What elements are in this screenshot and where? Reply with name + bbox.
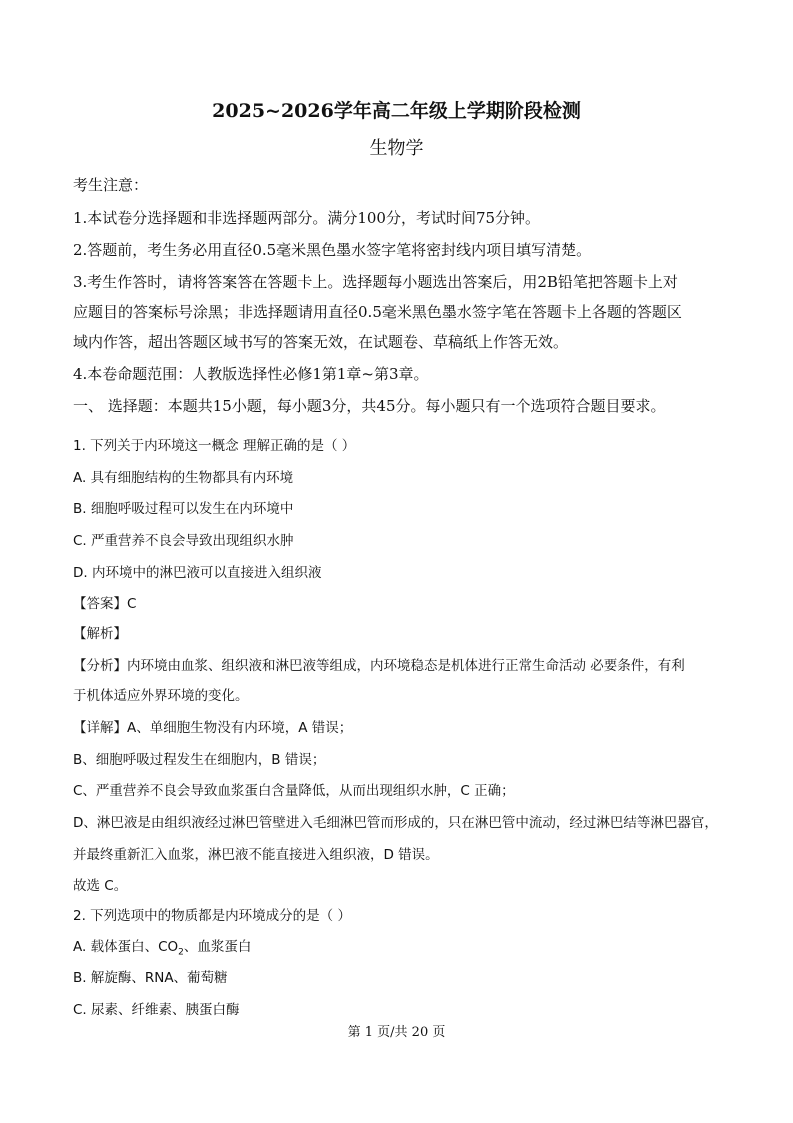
section-heading: 一、 选择题：本题共15小题，每小题3分，共45分。每小题只有一个选项符合题目要求。 [73, 397, 666, 415]
option-b: B. 解旋酶、RNA、葡萄糖 [73, 970, 228, 986]
notice-item: 1.本试卷分选择题和非选择题两部分。满分100分，考试时间75分钟。 [73, 209, 541, 227]
answer: 【答案】C [73, 596, 137, 612]
analysis-line: D、淋巴液是由组织液经过淋巴管壁进入毛细淋巴管而形成的，只在淋巴管中流动，经过淋巴结等淋巴器官， [73, 815, 718, 831]
option-a: A. 具有细胞结构的生物都具有内环境 [73, 470, 294, 486]
analysis-line: 于机体适应外界环境的变化。 [73, 688, 249, 704]
analysis-line: C、严重营养不良会导致血浆蛋白含量降低，从而出现组织水肿，C 正确； [73, 783, 515, 799]
question-stem: 2. 下列选项中的物质都是内环境成分的是（ ） [73, 908, 351, 924]
option-a: A. 载体蛋白、$CO_2$、血浆蛋白 [73, 939, 252, 958]
notice-item: 4.本卷命题范围：人教版选择性必修1第1章~第3章。 [73, 365, 429, 383]
page-number: 第 1 页/共 20 页 [347, 1025, 446, 1040]
analysis-label: 【解析】 [73, 626, 127, 642]
notice-item: 域内作答，超出答题区域书写的答案无效，在试题卷、草稿纸上作答无效。 [73, 333, 569, 351]
analysis-line: 【分析】内环境由血浆、组织液和淋巴液等组成，内环境稳态是机体进行正常生命活动 必要条件，有利 [73, 658, 685, 674]
notice-item: 应题目的答案标号涂黑；非选择题请用直径0.5毫米黑色墨水签字笔在答题卡上各题的答题区 [73, 303, 682, 321]
exam-title: 2025~2026学年高二年级上学期阶段检测 [212, 100, 581, 122]
subject-title: 生物学 [369, 138, 424, 159]
notice-item: 2.答题前，考生务必用直径0.5毫米黑色墨水签字笔将密封线内项目填写清楚。 [73, 241, 592, 259]
notice-heading: 考生注意： [73, 176, 149, 194]
analysis-line: 【详解】A、单细胞生物没有内环境，A 错误； [73, 720, 353, 736]
analysis-line: B、细胞呼吸过程发生在细胞内，B 错误； [73, 752, 326, 768]
analysis-line: 并最终重新汇入血浆，淋巴液不能直接进入组织液，D 错误。 [73, 847, 439, 863]
question-stem: 1. 下列关于内环境这一概念 理解正确的是（ ） [73, 438, 356, 454]
notice-item: 3.考生作答时，请将答案答在答题卡上。选择题每小题选出答案后，用2B铅笔把答题卡上对 [73, 273, 678, 291]
option-b: B. 细胞呼吸过程可以发生在内环境中 [73, 501, 294, 517]
analysis-line: 故选 C。 [73, 878, 128, 894]
option-c: C. 尿素、纤维素、胰蛋白酶 [73, 1002, 240, 1018]
option-d: D. 内环境中的淋巴液可以直接进入组织液 [73, 565, 322, 581]
option-c: C. 严重营养不良会导致出现组织水肿 [73, 533, 294, 549]
